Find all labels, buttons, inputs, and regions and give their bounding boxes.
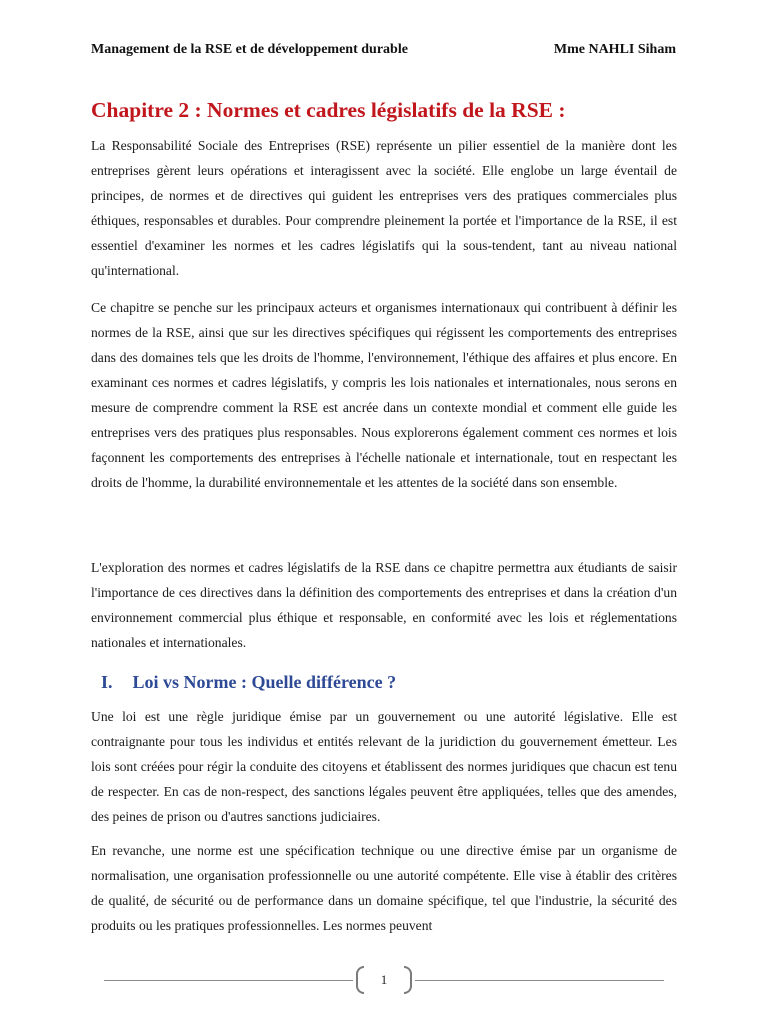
header-author: Mme NAHLI Siham bbox=[553, 42, 676, 57]
header-course-title: Management de la RSE et de développement durable bbox=[91, 42, 408, 57]
paragraph-chapter-overview: Ce chapitre se penche sur les principaux acteurs et organismes internationaux qui contribuent à définir les normes de la RSE, ainsi que sur les directives spécifiques qui régissent les comportements des entreprises dans des domaines tels que les droits de l'homme, l'environnement, l'éthique des affaires et plus encore. En examinant ces normes et cadres législatifs, y compris les lois nationales et internationales, nous serons en mesure de comprendre comment la RSE est ancrée dans un contexte mondial et comment elle guide les entreprises vers des pratiques plus responsables. Nous explorerons également comment ces normes et lois façonnent les comportements des entreprises à l'échelle nationale et internationale, tout en respectant les droits de l'homme, la durabilité environnementale et les attentes de la société dans son ensemble. bbox=[91, 300, 677, 490]
chapter-title: Chapitre 2 : Normes et cadres législatifs de la RSE : bbox=[91, 98, 566, 122]
paragraph-exploration: L'exploration des normes et cadres législatifs de la RSE dans ce chapitre permettra aux étudiants de saisir l'importance de ces directives dans la définition des comportements des entreprises et dans la création d'un environnement commercial plus éthique et responsable, en conformité avec les lois et réglementations nationales et internationales. bbox=[91, 560, 677, 650]
section-heading bbox=[101, 672, 396, 693]
page-header bbox=[91, 42, 676, 58]
page-footer bbox=[104, 966, 664, 996]
page-number: 1 bbox=[380, 972, 388, 987]
section-number: I. bbox=[101, 672, 113, 692]
section-title: Loi vs Norme : Quelle différence ? bbox=[132, 672, 397, 692]
paragraph-loi-definition: Une loi est une règle juridique émise par un gouvernement ou une autorité législative. Elle est contraignante pour tous les individus et entités relevant de la juridiction du gouvernement émetteur. Les lois sont créées pour régir la conduite des citoyens et établissent des normes juridiques que chacun est tenu de respecter. En cas de non-respect, des sanctions légales peuvent être appliquées, telles que des amendes, des peines de prison ou d'autres sanctions judiciaires. bbox=[91, 709, 677, 824]
paragraph-norme-definition: En revanche, une norme est une spécification technique ou une directive émise par un organisme de normalisation, une organisation professionnelle ou une autorité compétente. Elle vise à établir des critères de qualité, de sécurité ou de performance dans un domaine spécifique, tel que l'industrie, la sécurité des produits ou les pratiques professionnelles. Les normes peuvent bbox=[91, 843, 677, 933]
paragraph-intro: La Responsabilité Sociale des Entreprises (RSE) représente un pilier essentiel de la manière dont les entreprises gèrent leurs opérations et interagissent avec la société. Elle englobe un large éventail de principes, de normes et de directives qui guident les entreprises vers des pratiques commerciales plus éthiques, responsables et durables. Pour comprendre pleinement la portée et l'importance de la RSE, il est essentiel d'examiner les normes et les cadres législatifs qui la sous-tendent, tant au niveau national qu'international. bbox=[91, 138, 677, 278]
